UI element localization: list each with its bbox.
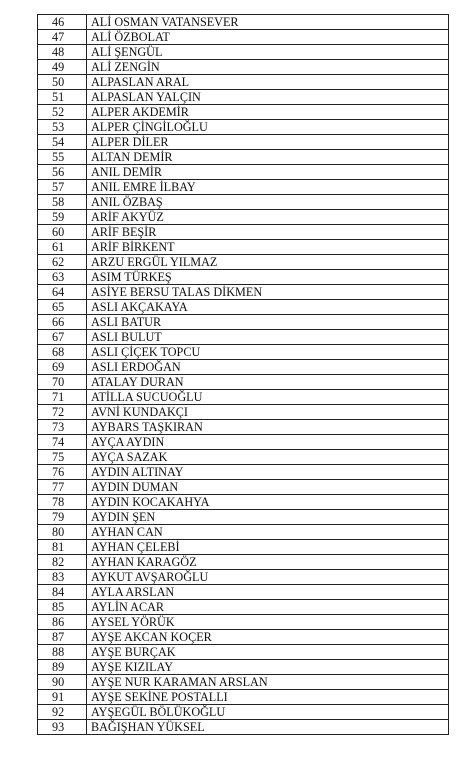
table-row [38,270,449,285]
row-number: 83 [38,570,87,585]
person-name: AYHAN CAN [87,525,449,540]
row-number: 91 [38,690,87,705]
table-row [38,165,449,180]
person-name: AYLA ARSLAN [87,585,449,600]
person-name: ALİ ZENGİN [87,60,449,75]
person-name: AYDIN ŞEN [87,510,449,525]
row-number: 47 [38,30,87,45]
person-name: ANIL DEMİR [87,165,449,180]
row-number: 71 [38,390,87,405]
row-number: 48 [38,45,87,60]
person-name: ALİ ŞENGÜL [87,45,449,60]
table-row [38,345,449,360]
person-name: AYŞE SEKİNE POSTALLI [87,690,449,705]
person-name: ATİLLA SUCUOĞLU [87,390,449,405]
row-number: 82 [38,555,87,570]
table-row [38,210,449,225]
table-row [38,285,449,300]
table-row [38,675,449,690]
row-number: 90 [38,675,87,690]
row-number: 62 [38,255,87,270]
person-name: ARİF BİRKENT [87,240,449,255]
row-number: 58 [38,195,87,210]
person-name: ASLI BULUT [87,330,449,345]
row-number: 78 [38,495,87,510]
table-row [38,225,449,240]
table-row [38,660,449,675]
row-number: 52 [38,105,87,120]
row-number: 61 [38,240,87,255]
row-number: 57 [38,180,87,195]
name-list-body [38,15,449,735]
row-number: 69 [38,360,87,375]
row-number: 64 [38,285,87,300]
person-name: AYÇA SAZAK [87,450,449,465]
row-number: 92 [38,705,87,720]
table-row [38,405,449,420]
person-name: AVNİ KUNDAKÇI [87,405,449,420]
table-row [38,420,449,435]
table-row [38,570,449,585]
person-name: AYBARS TAŞKIRAN [87,420,449,435]
person-name: AYLİN ACAR [87,600,449,615]
person-name: ALPER AKDEMİR [87,105,449,120]
person-name: BAĞIŞHAN YÜKSEL [87,720,449,735]
row-number: 86 [38,615,87,630]
person-name: AYHAN KARAGÖZ [87,555,449,570]
row-number: 75 [38,450,87,465]
person-name: ALPER ÇİNGİLOĞLU [87,120,449,135]
table-row [38,240,449,255]
table-row [38,585,449,600]
table-row [38,255,449,270]
table-row [38,300,449,315]
row-number: 88 [38,645,87,660]
row-number: 72 [38,405,87,420]
person-name: AYSEL YÖRÜK [87,615,449,630]
row-number: 59 [38,210,87,225]
table-row [38,150,449,165]
person-name: AYDIN DUMAN [87,480,449,495]
person-name: ASİYE BERSU TALAS DİKMEN [87,285,449,300]
person-name: ALİ OSMAN VATANSEVER [87,15,449,30]
table-row [38,135,449,150]
person-name: AYŞE NUR KARAMAN ARSLAN [87,675,449,690]
person-name: AYHAN ÇELEBİ [87,540,449,555]
row-number: 65 [38,300,87,315]
table-row [38,690,449,705]
table-row [38,600,449,615]
person-name: ALİ ÖZBOLAT [87,30,449,45]
table-row [38,465,449,480]
person-name: AYŞE KIZILAY [87,660,449,675]
person-name: ASLI ERDOĞAN [87,360,449,375]
row-number: 87 [38,630,87,645]
row-number: 60 [38,225,87,240]
person-name: ARZU ERGÜL YILMAZ [87,255,449,270]
table-row [38,105,449,120]
name-list-table [37,14,449,735]
person-name: ASIM TÜRKEŞ [87,270,449,285]
table-row [38,195,449,210]
row-number: 67 [38,330,87,345]
person-name: AYŞE AKCAN KOÇER [87,630,449,645]
table-row [38,705,449,720]
row-number: 93 [38,720,87,735]
person-name: ASLI BATUR [87,315,449,330]
table-row [38,120,449,135]
person-name: AYDIN ALTINAY [87,465,449,480]
person-name: ALPASLAN ARAL [87,75,449,90]
person-name: ANIL ÖZBAŞ [87,195,449,210]
person-name: AYKUT AVŞAROĞLU [87,570,449,585]
table-row [38,180,449,195]
row-number: 89 [38,660,87,675]
table-row [38,480,449,495]
table-row [38,525,449,540]
person-name: ARİF BEŞİR [87,225,449,240]
person-name: ALPASLAN YALÇIN [87,90,449,105]
table-row [38,330,449,345]
table-row [38,450,449,465]
person-name: ARİF AKYÜZ [87,210,449,225]
row-number: 73 [38,420,87,435]
row-number: 70 [38,375,87,390]
person-name: AYDIN KOCAKAHYA [87,495,449,510]
row-number: 50 [38,75,87,90]
row-number: 55 [38,150,87,165]
row-number: 68 [38,345,87,360]
row-number: 81 [38,540,87,555]
row-number: 85 [38,600,87,615]
person-name: AYŞEGÜL BÖLÜKOĞLU [87,705,449,720]
table-row [38,75,449,90]
person-name: AYŞE BURÇAK [87,645,449,660]
table-row [38,30,449,45]
row-number: 80 [38,525,87,540]
table-row [38,60,449,75]
table-row [38,720,449,735]
row-number: 56 [38,165,87,180]
table-row [38,315,449,330]
table-row [38,360,449,375]
table-row [38,495,449,510]
person-name: ALPER DİLER [87,135,449,150]
person-name: ALTAN DEMİR [87,150,449,165]
table-row [38,615,449,630]
person-name: ASLI AKÇAKAYA [87,300,449,315]
row-number: 77 [38,480,87,495]
row-number: 79 [38,510,87,525]
person-name: ASLI ÇİÇEK TOPCU [87,345,449,360]
table-row [38,510,449,525]
person-name: ANIL EMRE İLBAY [87,180,449,195]
row-number: 66 [38,315,87,330]
table-row [38,390,449,405]
table-row [38,555,449,570]
row-number: 46 [38,15,87,30]
table-row [38,435,449,450]
table-row [38,45,449,60]
row-number: 53 [38,120,87,135]
row-number: 74 [38,435,87,450]
table-row [38,90,449,105]
table-row [38,645,449,660]
row-number: 84 [38,585,87,600]
row-number: 49 [38,60,87,75]
person-name: AYÇA AYDIN [87,435,449,450]
row-number: 76 [38,465,87,480]
row-number: 54 [38,135,87,150]
row-number: 63 [38,270,87,285]
table-row [38,15,449,30]
table-row [38,375,449,390]
row-number: 51 [38,90,87,105]
table-row [38,630,449,645]
table-row [38,540,449,555]
person-name: ATALAY DURAN [87,375,449,390]
